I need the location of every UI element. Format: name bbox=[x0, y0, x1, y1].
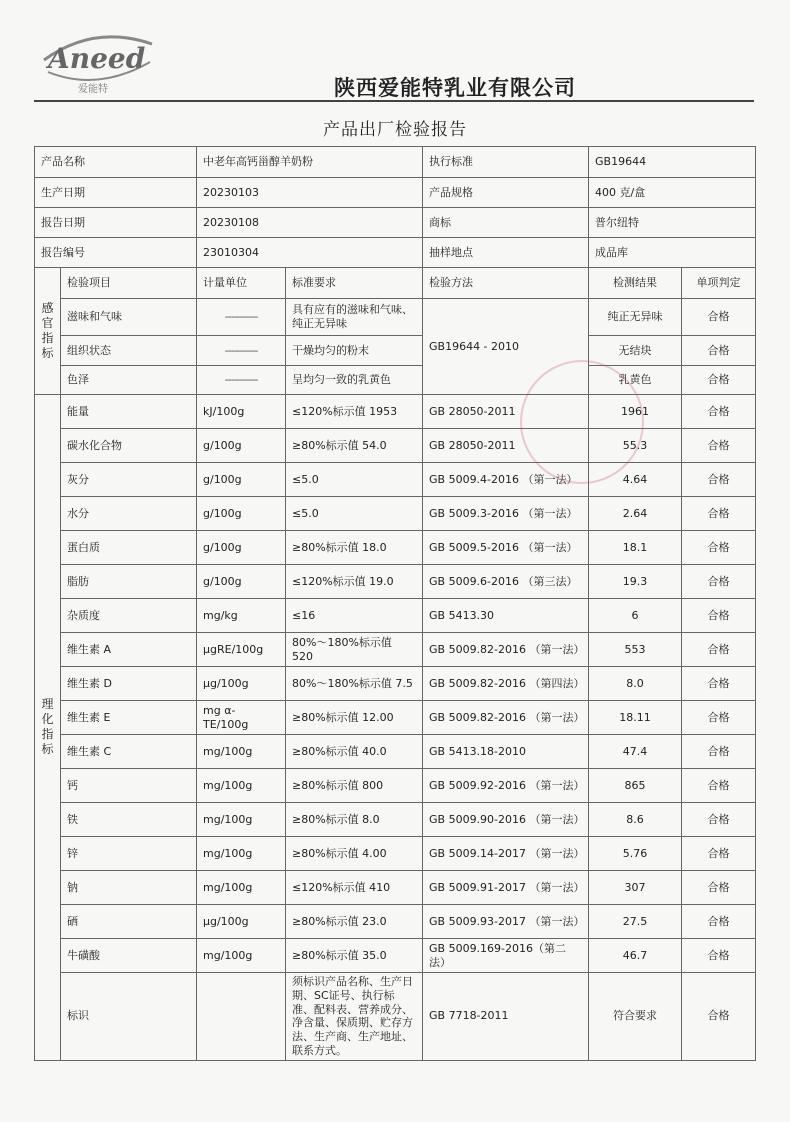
requirement-cell: ≥80%标示值 4.00 bbox=[286, 837, 423, 871]
requirement-cell: ≥80%标示值 23.0 bbox=[286, 905, 423, 939]
verdict-cell: 合格 bbox=[682, 429, 756, 463]
info-row bbox=[35, 208, 756, 238]
unit-cell: mg/100g bbox=[197, 837, 286, 871]
table-row bbox=[35, 395, 756, 429]
svg-text:爱能特: 爱能特 bbox=[78, 84, 108, 95]
table-row bbox=[35, 735, 756, 769]
verdict-cell: 合格 bbox=[682, 769, 756, 803]
verdict-cell: 合格 bbox=[682, 531, 756, 565]
info-row bbox=[35, 238, 756, 268]
result-cell: 6 bbox=[589, 599, 682, 633]
unit-cell: μg/100g bbox=[197, 667, 286, 701]
inspection-table bbox=[34, 146, 756, 1061]
unit-cell: g/100g bbox=[197, 531, 286, 565]
item-cell: 水分 bbox=[61, 497, 197, 531]
label-cell: 报告日期 bbox=[35, 208, 197, 238]
verdict-cell: 合格 bbox=[682, 973, 756, 1061]
label-cell: 生产日期 bbox=[35, 178, 197, 208]
requirement-cell: ≤16 bbox=[286, 599, 423, 633]
item-cell: 组织状态 bbox=[61, 336, 197, 366]
requirement-cell: 干燥均匀的粉末 bbox=[286, 336, 423, 366]
method-cell: GB 5009.93-2017 （第一法） bbox=[423, 905, 589, 939]
result-cell: 乳黄色 bbox=[589, 366, 682, 395]
verdict-cell: 合格 bbox=[682, 701, 756, 735]
table-row bbox=[35, 299, 756, 336]
item-cell: 锌 bbox=[61, 837, 197, 871]
unit-cell: g/100g bbox=[197, 497, 286, 531]
result-cell: 27.5 bbox=[589, 905, 682, 939]
verdict-cell: 合格 bbox=[682, 565, 756, 599]
item-cell: 维生素 D bbox=[61, 667, 197, 701]
method-cell: GB 5009.3-2016 （第一法） bbox=[423, 497, 589, 531]
table-row bbox=[35, 769, 756, 803]
unit-cell: mg/100g bbox=[197, 871, 286, 905]
result-cell: 307 bbox=[589, 871, 682, 905]
method-cell: GB 28050-2011 bbox=[423, 429, 589, 463]
result-cell: 无结块 bbox=[589, 336, 682, 366]
unit-cell: g/100g bbox=[197, 565, 286, 599]
verdict-cell: 合格 bbox=[682, 463, 756, 497]
verdict-cell: 合格 bbox=[682, 633, 756, 667]
table-row bbox=[35, 939, 756, 973]
table-row bbox=[35, 565, 756, 599]
table-row bbox=[35, 633, 756, 667]
item-cell: 钠 bbox=[61, 871, 197, 905]
table-row bbox=[35, 973, 756, 1061]
result-cell: 553 bbox=[589, 633, 682, 667]
value-cell: 400 克/盒 bbox=[589, 178, 756, 208]
method-cell: GB 5009.82-2016 （第一法） bbox=[423, 633, 589, 667]
result-cell: 符合要求 bbox=[589, 973, 682, 1061]
unit-cell: ----------- bbox=[197, 366, 286, 395]
unit-cell: mg/100g bbox=[197, 939, 286, 973]
value-cell: 普尔纽特 bbox=[589, 208, 756, 238]
table-row bbox=[35, 803, 756, 837]
table-row bbox=[35, 837, 756, 871]
result-cell: 2.64 bbox=[589, 497, 682, 531]
report-title: 产品出厂检验报告 bbox=[323, 120, 467, 140]
verdict-cell: 合格 bbox=[682, 939, 756, 973]
result-cell: 865 bbox=[589, 769, 682, 803]
result-cell: 1961 bbox=[589, 395, 682, 429]
unit-cell: mg α-TE/100g bbox=[197, 701, 286, 735]
result-cell: 8.0 bbox=[589, 667, 682, 701]
item-cell: 标识 bbox=[61, 973, 197, 1061]
item-cell: 碳水化合物 bbox=[61, 429, 197, 463]
item-cell: 维生素 C bbox=[61, 735, 197, 769]
value-cell: 中老年高钙甾醇羊奶粉 bbox=[197, 147, 423, 178]
method-cell: GB 5009.14-2017 （第一法） bbox=[423, 837, 589, 871]
requirement-cell: ≤5.0 bbox=[286, 463, 423, 497]
table-row bbox=[35, 599, 756, 633]
value-cell: 成品库 bbox=[589, 238, 756, 268]
verdict-cell: 合格 bbox=[682, 336, 756, 366]
item-cell: 灰分 bbox=[61, 463, 197, 497]
method-cell: GB19644 - 2010 bbox=[423, 299, 589, 395]
table-row bbox=[35, 429, 756, 463]
verdict-cell: 合格 bbox=[682, 871, 756, 905]
method-cell: GB 5009.82-2016 （第一法） bbox=[423, 701, 589, 735]
unit-cell: mg/100g bbox=[197, 803, 286, 837]
unit-cell: μgRE/100g bbox=[197, 633, 286, 667]
method-cell: GB 5009.92-2016 （第一法） bbox=[423, 769, 589, 803]
info-row bbox=[35, 178, 756, 208]
label-cell: 产品规格 bbox=[423, 178, 589, 208]
verdict-cell: 合格 bbox=[682, 299, 756, 336]
requirement-cell: 须标识产品名称、生产日期、SC证号、执行标准、配料表、营养成分、净含量、保质期、贮存方法、生产商、生产地址、联系方式。 bbox=[286, 973, 423, 1061]
unit-cell bbox=[197, 973, 286, 1061]
item-cell: 维生素 A bbox=[61, 633, 197, 667]
unit-cell: ----------- bbox=[197, 336, 286, 366]
method-cell: GB 5009.6-2016 （第三法） bbox=[423, 565, 589, 599]
verdict-cell: 合格 bbox=[682, 366, 756, 395]
table-row bbox=[35, 366, 756, 395]
item-cell: 蛋白质 bbox=[61, 531, 197, 565]
method-cell: GB 5413.30 bbox=[423, 599, 589, 633]
result-cell: 8.6 bbox=[589, 803, 682, 837]
unit-cell: mg/100g bbox=[197, 735, 286, 769]
verdict-cell: 合格 bbox=[682, 837, 756, 871]
table-row bbox=[35, 497, 756, 531]
requirement-cell: ≥80%标示值 18.0 bbox=[286, 531, 423, 565]
item-cell: 杂质度 bbox=[61, 599, 197, 633]
method-cell: GB 5009.5-2016 （第一法） bbox=[423, 531, 589, 565]
col-header-method: 检验方法 bbox=[423, 268, 589, 299]
col-header-result: 检测结果 bbox=[589, 268, 682, 299]
label-cell: 报告编号 bbox=[35, 238, 197, 268]
method-cell: GB 5413.18-2010 bbox=[423, 735, 589, 769]
table-row bbox=[35, 905, 756, 939]
table-row bbox=[35, 871, 756, 905]
value-cell: GB19644 bbox=[589, 147, 756, 178]
item-cell: 硒 bbox=[61, 905, 197, 939]
requirement-cell: ≥80%标示值 35.0 bbox=[286, 939, 423, 973]
svg-text:Aneed: Aneed bbox=[48, 42, 146, 75]
result-cell: 18.1 bbox=[589, 531, 682, 565]
item-cell: 钙 bbox=[61, 769, 197, 803]
method-cell: GB 7718-2011 bbox=[423, 973, 589, 1061]
unit-cell: ----------- bbox=[197, 299, 286, 336]
method-cell: GB 5009.169-2016（第二法） bbox=[423, 939, 589, 973]
requirement-cell: ≥80%标示值 800 bbox=[286, 769, 423, 803]
sensory-group-label: 感 官 指 标 bbox=[35, 268, 61, 395]
requirement-cell: ≥80%标示值 12.00 bbox=[286, 701, 423, 735]
result-cell: 18.11 bbox=[589, 701, 682, 735]
result-cell: 5.76 bbox=[589, 837, 682, 871]
info-row bbox=[35, 147, 756, 178]
result-cell: 46.7 bbox=[589, 939, 682, 973]
label-cell: 抽样地点 bbox=[423, 238, 589, 268]
col-header-requirement: 标准要求 bbox=[286, 268, 423, 299]
requirement-cell: ≥80%标示值 8.0 bbox=[286, 803, 423, 837]
item-cell: 铁 bbox=[61, 803, 197, 837]
unit-cell: μg/100g bbox=[197, 905, 286, 939]
requirement-cell: 呈均匀一致的乳黄色 bbox=[286, 366, 423, 395]
method-cell: GB 5009.4-2016 （第一法） bbox=[423, 463, 589, 497]
table-row bbox=[35, 463, 756, 497]
col-header-item: 检验项目 bbox=[61, 268, 197, 299]
result-cell: 19.3 bbox=[589, 565, 682, 599]
result-cell: 4.64 bbox=[589, 463, 682, 497]
value-cell: 20230108 bbox=[197, 208, 423, 238]
requirement-cell: ≤5.0 bbox=[286, 497, 423, 531]
table-row bbox=[35, 531, 756, 565]
company-name: 陕西爱能特乳业有限公司 bbox=[334, 76, 576, 100]
col-header-unit: 计量单位 bbox=[197, 268, 286, 299]
physchem-group-label: 理 化 指 标 bbox=[35, 395, 61, 1061]
verdict-cell: 合格 bbox=[682, 905, 756, 939]
result-cell: 47.4 bbox=[589, 735, 682, 769]
unit-cell: kJ/100g bbox=[197, 395, 286, 429]
item-cell: 滋味和气味 bbox=[61, 299, 197, 336]
requirement-cell: ≤120%标示值 410 bbox=[286, 871, 423, 905]
method-cell: GB 28050-2011 bbox=[423, 395, 589, 429]
label-cell: 产品名称 bbox=[35, 147, 197, 178]
label-cell: 执行标准 bbox=[423, 147, 589, 178]
col-header-verdict: 单项判定 bbox=[682, 268, 756, 299]
table-row bbox=[35, 701, 756, 735]
verdict-cell: 合格 bbox=[682, 395, 756, 429]
label-cell: 商标 bbox=[423, 208, 589, 238]
column-header-row bbox=[35, 268, 756, 299]
verdict-cell: 合格 bbox=[682, 599, 756, 633]
verdict-cell: 合格 bbox=[682, 497, 756, 531]
requirement-cell: 80%～180%标示值 7.5 bbox=[286, 667, 423, 701]
item-cell: 牛磺酸 bbox=[61, 939, 197, 973]
verdict-cell: 合格 bbox=[682, 735, 756, 769]
verdict-cell: 合格 bbox=[682, 803, 756, 837]
unit-cell: g/100g bbox=[197, 463, 286, 497]
requirement-cell: ≥80%标示值 40.0 bbox=[286, 735, 423, 769]
table-row bbox=[35, 336, 756, 366]
requirement-cell: ≤120%标示值 19.0 bbox=[286, 565, 423, 599]
unit-cell: mg/100g bbox=[197, 769, 286, 803]
unit-cell: mg/kg bbox=[197, 599, 286, 633]
method-cell: GB 5009.90-2016 （第一法） bbox=[423, 803, 589, 837]
table-row bbox=[35, 667, 756, 701]
requirement-cell: 80%～180%标示值 520 bbox=[286, 633, 423, 667]
result-cell: 55.3 bbox=[589, 429, 682, 463]
item-cell: 维生素 E bbox=[61, 701, 197, 735]
header-divider bbox=[34, 100, 754, 102]
item-cell: 色泽 bbox=[61, 366, 197, 395]
item-cell: 脂肪 bbox=[61, 565, 197, 599]
method-cell: GB 5009.82-2016 （第四法） bbox=[423, 667, 589, 701]
requirement-cell: ≥80%标示值 54.0 bbox=[286, 429, 423, 463]
requirement-cell: 具有应有的滋味和气味、纯正无异味 bbox=[286, 299, 423, 336]
unit-cell: g/100g bbox=[197, 429, 286, 463]
value-cell: 20230103 bbox=[197, 178, 423, 208]
item-cell: 能量 bbox=[61, 395, 197, 429]
verdict-cell: 合格 bbox=[682, 667, 756, 701]
requirement-cell: ≤120%标示值 1953 bbox=[286, 395, 423, 429]
result-cell: 纯正无异味 bbox=[589, 299, 682, 336]
value-cell: 23010304 bbox=[197, 238, 423, 268]
method-cell: GB 5009.91-2017 （第一法） bbox=[423, 871, 589, 905]
